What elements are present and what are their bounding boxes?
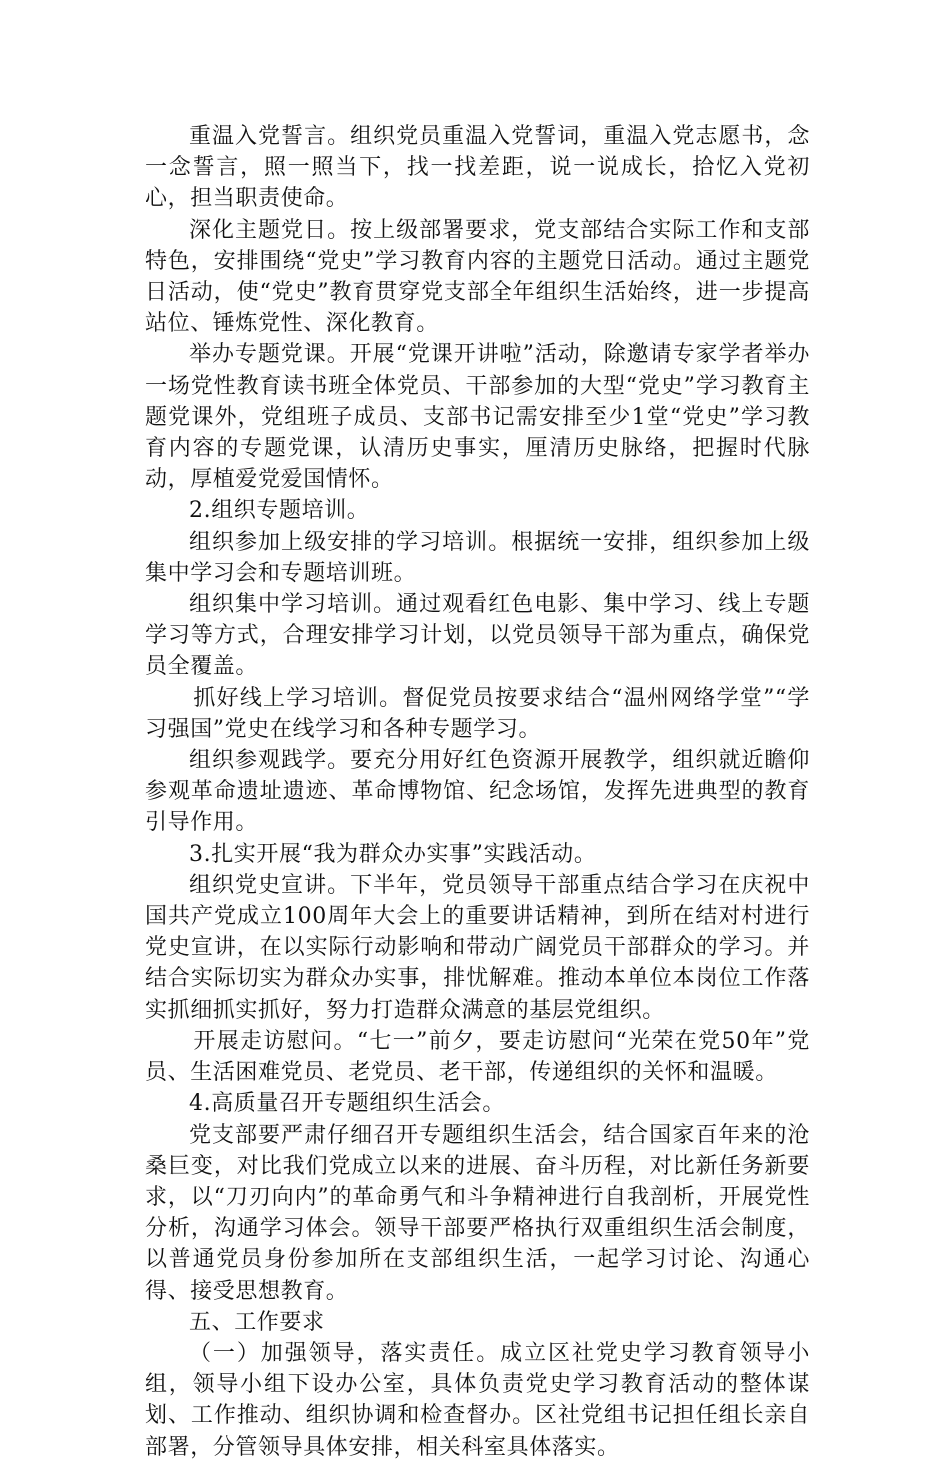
paragraph-renew-oath: 重温入党誓言。组织党员重温入党誓词，重温入党志愿书，念一念誓言，照一照当下，找一找差距，说一说成长，拾忆入党初心，担当职责使命。: [145, 124, 810, 212]
section-heading-practice: 3.扎实开展“我为群众办实事”实践活动。: [189, 841, 597, 867]
section-heading-requirements: 五、工作要求: [189, 1309, 325, 1335]
paragraph-history-lecture: 组织党史宣讲。下半年，党员领导干部重点结合学习在庆祝中国共产党成立100周年大会上的重要讲话精神，到所在结对村进行党史宣讲，在以实际行动影响和带动广阔党员干部群众的学习。并结合实际切实为群众办实事，排忧解难。推动本单位本岗位工作落实抓细抓实抓好，努力打造群众满意的基层党组织。: [145, 872, 810, 1023]
paragraph-visit-study: 组织参观践学。要充分用好红色资源开展教学，组织就近瞻仰参观革命遗址遗迹、革命博物馆、纪念场馆，发挥先进典型的教育引导作用。: [145, 748, 810, 836]
paragraph-upper-level-training: 组织参加上级安排的学习培训。根据统一安排，组织参加上级集中学习会和专题培训班。: [145, 529, 810, 586]
paragraph-leadership: （一）加强领导，落实责任。成立区社党史学习教育领导小组，领导小组下设办公室，具体负责党史学习教育活动的整体谋划、工作推动、组织协调和检查督办。区社党组书记担任组长亲自部署，分管领导具体安排，相关科室具体落实。: [145, 1340, 810, 1460]
section-heading-life-meeting: 4.高质量召开专题组织生活会。: [189, 1091, 505, 1117]
paragraph-online-training: 抓好线上学习培训。督促党员按要求结合“温州网络学堂”“学习强国”党史在线学习和各种专题学习。: [145, 685, 810, 742]
section-heading-training: 2.组织专题培训。: [189, 498, 370, 524]
paragraph-life-meeting: 党支部要严肃仔细召开专题组织生活会，结合国家百年来的沧桑巨变，对比我们党成立以来的进展、奋斗历程，对比新任务新要求，以“刀刃向内”的革命勇气和斗争精神进行自我剖析，开展党性分析，沟通学习体会。领导干部要严格执行双重组织生活会制度，以普通党员身份参加所在支部组织生活，一起学习讨论、沟通心得、接受思想教育。: [145, 1122, 810, 1304]
paragraph-theme-party-day: 深化主题党日。按上级部署要求，党支部结合实际工作和支部特色，安排围绕“党史”学习教育内容的主题党日活动。通过主题党日活动，使“党史”教育贯穿党支部全年组织生活始终，进一步提高站位、锤炼党性、深化教育。: [145, 217, 810, 337]
document-body: [145, 121, 810, 1463]
paragraph-special-party-lecture: 举办专题党课。开展“党课开讲啦”活动，除邀请专家学者举办一场党性教育读书班全体党员、干部参加的大型“党史”学习教育主题党课外，党组班子成员、支部书记需安排至少1堂“党史”学习教育内容的专题党课，认清历史事实，厘清历史脉络，把握时代脉动，厚植爱党爱国情怀。: [145, 342, 810, 493]
paragraph-centralized-training: 组织集中学习培训。通过观看红色电影、集中学习、线上专题学习等方式，合理安排学习计划，以党员领导干部为重点，确保党员全覆盖。: [145, 592, 810, 680]
paragraph-visits: 开展走访慰问。“七一”前夕，要走访慰问“光荣在党50年”党员、生活困难党员、老党员、老干部，传递组织的关怀和温暖。: [145, 1028, 810, 1086]
